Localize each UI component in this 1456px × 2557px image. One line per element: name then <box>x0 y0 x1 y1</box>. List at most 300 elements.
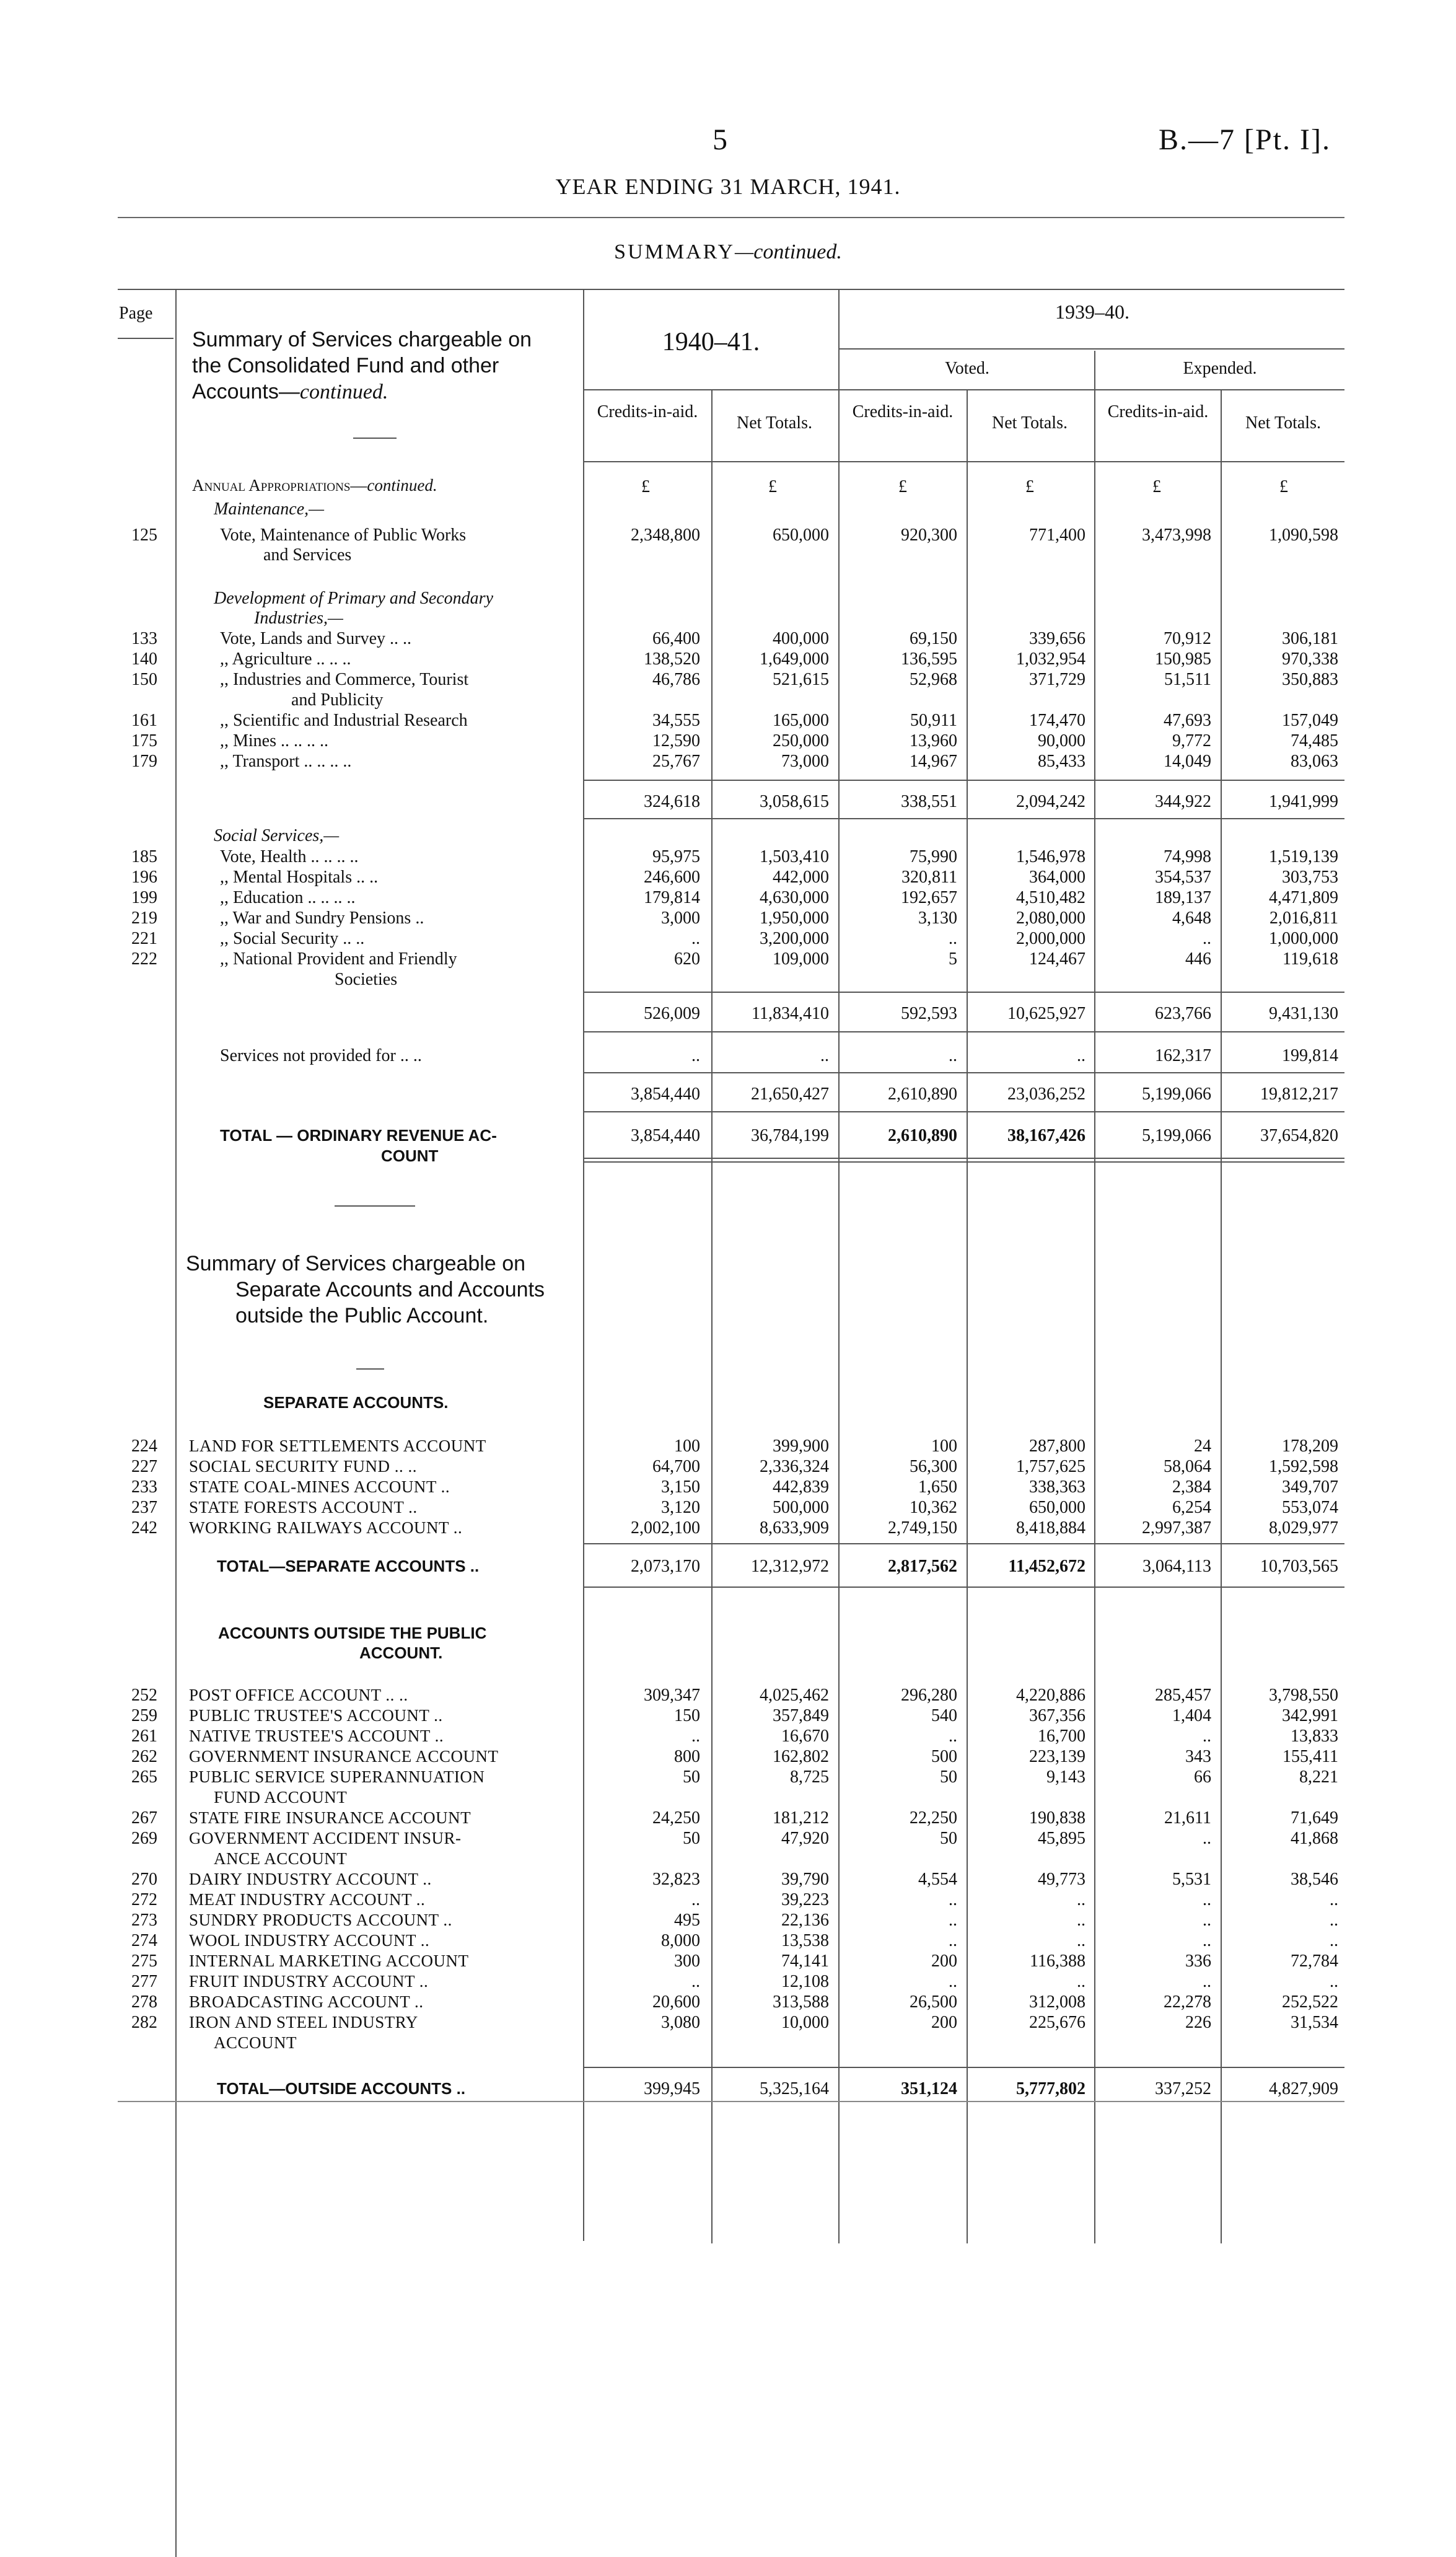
social-row-4-col4: 2,000,000 <box>1016 929 1085 948</box>
dev-subtotal-col5: 344,922 <box>1155 792 1211 811</box>
table-row-label-cont: ANCE ACCOUNT <box>214 1849 348 1868</box>
dev-row-3-col4: 174,470 <box>1029 711 1085 730</box>
table-row-label: ,, National Provident and Friendly <box>220 949 457 969</box>
table-row-page: 133 <box>131 629 157 648</box>
table-row-label: DAIRY INDUSTRY ACCOUNT .. <box>189 1870 432 1888</box>
col4-header: Net Totals. <box>992 413 1068 433</box>
outside-row-11-col6: 72,784 <box>1291 1952 1338 1971</box>
social-row-4-col5: .. <box>1203 929 1211 948</box>
outside-row-1-col6: 342,991 <box>1282 1706 1338 1725</box>
social-row-3-col2: 1,950,000 <box>760 909 829 928</box>
development-heading-line2: Industries,— <box>254 609 343 628</box>
social-row-5-col5: 446 <box>1185 949 1211 969</box>
social-row-1-col2: 442,000 <box>773 868 829 887</box>
outside-row-4-col3: 50 <box>940 1767 957 1787</box>
dev-row-1-col1: 138,520 <box>644 649 700 669</box>
separate-total-col6: 10,703,565 <box>1260 1557 1338 1576</box>
total-ordinary-col1: 3,854,440 <box>631 1126 700 1145</box>
separate-row-3-col4: 650,000 <box>1029 1498 1085 1517</box>
dev-row-1-col2: 1,649,000 <box>760 649 829 669</box>
table-row-label: PUBLIC TRUSTEE'S ACCOUNT .. <box>189 1706 443 1725</box>
year-current-label: 1940–41. <box>662 328 760 356</box>
outside-row-0-col3: 296,280 <box>901 1686 957 1705</box>
table-row-page: 278 <box>131 1992 157 2012</box>
annual-heading <box>192 476 437 495</box>
dev-row-2-col2: 521,615 <box>773 670 829 689</box>
grand-subtotal-rule <box>583 1111 1344 1112</box>
pound-sign-6: £ <box>1279 477 1288 496</box>
services-not-provided-label: Services not provided for .. .. <box>220 1046 422 1065</box>
outside-row-13-col4: 312,008 <box>1029 1992 1085 2012</box>
col1-header: Credits-in-aid. <box>597 402 698 421</box>
not-provided-row-col1: .. <box>691 1046 700 1065</box>
page-number: 5 <box>713 123 727 156</box>
dev-row-0-col1: 66,400 <box>652 629 700 648</box>
page-column-label: Page <box>119 304 153 323</box>
outside-row-1-col5: 1,404 <box>1172 1706 1211 1725</box>
table-row-label: GOVERNMENT INSURANCE ACCOUNT <box>189 1747 499 1766</box>
social-row-1-col4: 364,000 <box>1029 868 1085 887</box>
social-row-2-col2: 4,630,000 <box>760 888 829 907</box>
outside-row-10-col6: .. <box>1330 1931 1338 1950</box>
dev-row-0-col3: 69,150 <box>910 629 957 648</box>
pound-sign-3: £ <box>898 477 907 496</box>
total-ordinary-col5: 5,199,066 <box>1142 1126 1211 1145</box>
table-top-rule <box>118 289 1344 290</box>
table-row-label: Vote, Health .. .. .. .. <box>220 847 359 866</box>
separate-row-1-col2: 2,336,324 <box>760 1457 829 1476</box>
outside-row-4-col1: 50 <box>683 1767 700 1787</box>
table-row-page: 221 <box>131 929 157 948</box>
desc-title-line3 <box>192 379 388 405</box>
separate-title-line3: outside the Public Account. <box>235 1304 489 1327</box>
outside-row-3-col2: 162,802 <box>773 1747 829 1766</box>
outside-row-10-col1: 8,000 <box>661 1931 700 1950</box>
outside-row-14-col3: 200 <box>931 2013 957 2032</box>
separate-row-4-col4: 8,418,884 <box>1016 1518 1085 1538</box>
table-row-label: ,, Mental Hospitals .. .. <box>220 868 379 887</box>
dev-subtotal-rule-bottom <box>583 818 1344 819</box>
table-row-page: 140 <box>131 649 157 669</box>
social-row-1-col1: 246,600 <box>644 868 700 887</box>
separate-row-1-col5: 58,064 <box>1164 1457 1211 1476</box>
maintenance-row-col1: 2,348,800 <box>631 526 700 545</box>
table-row-page: 242 <box>131 1518 157 1538</box>
header-bottom-rule <box>583 461 1344 462</box>
table-row-label-cont: ACCOUNT <box>214 2033 297 2052</box>
separate-total-col1: 2,073,170 <box>631 1557 700 1576</box>
separate-row-3-col3: 10,362 <box>910 1498 957 1517</box>
table-row-page: 261 <box>131 1727 157 1746</box>
separate-row-3-col6: 553,074 <box>1282 1498 1338 1517</box>
table-row-label: SOCIAL SECURITY FUND .. .. <box>189 1457 418 1476</box>
social-row-2-col4: 4,510,482 <box>1016 888 1085 907</box>
separate-row-2-col5: 2,384 <box>1172 1477 1211 1497</box>
dev-subtotal-col4: 2,094,242 <box>1016 792 1085 811</box>
outside-row-3-col4: 223,139 <box>1029 1747 1085 1766</box>
table-row-label: ,, Industries and Commerce, Tourist <box>220 670 469 689</box>
social-row-5-col2: 109,000 <box>773 949 829 969</box>
social-row-0-col1: 95,975 <box>652 847 700 866</box>
social-row-1-col6: 303,753 <box>1282 868 1338 887</box>
table-row-label: LAND FOR SETTLEMENTS ACCOUNT <box>189 1437 486 1455</box>
table-row-label: GOVERNMENT ACCIDENT INSUR- <box>189 1829 462 1847</box>
outside-row-8-col2: 39,223 <box>781 1890 829 1909</box>
maintenance-row-col3: 920,300 <box>901 526 957 545</box>
dev-row-2-col4: 371,729 <box>1029 670 1085 689</box>
outside-row-8-col5: .. <box>1203 1890 1211 1909</box>
dev-row-4-col2: 250,000 <box>773 731 829 750</box>
separate-row-0-col2: 399,900 <box>773 1437 829 1456</box>
separate-row-1-col6: 1,592,598 <box>1269 1457 1338 1476</box>
outside-row-13-col6: 252,522 <box>1282 1992 1338 2012</box>
outside-row-9-col4: .. <box>1077 1911 1085 1930</box>
outside-total-rule-top <box>583 2067 1344 2068</box>
dev-row-4-col4: 90,000 <box>1038 731 1085 750</box>
annual-heading-main: Annual Appropriations— <box>192 476 367 495</box>
desc-small-rule <box>353 438 397 439</box>
outside-heading-line2: ACCOUNT. <box>359 1644 443 1662</box>
separate-total-col2: 12,312,972 <box>751 1557 829 1576</box>
separate-row-3-col1: 3,120 <box>661 1498 700 1517</box>
separate-row-4-col2: 8,633,909 <box>760 1518 829 1538</box>
social-row-3-col5: 4,648 <box>1172 909 1211 928</box>
dev-row-4-col5: 9,772 <box>1172 731 1211 750</box>
social-row-3-col6: 2,016,811 <box>1270 909 1338 928</box>
social-row-4-col3: .. <box>949 929 957 948</box>
table-row-page: 273 <box>131 1911 157 1930</box>
dev-row-5-col1: 25,767 <box>652 752 700 771</box>
table-row-page: 272 <box>131 1890 157 1909</box>
outside-row-5-col3: 22,250 <box>910 1808 957 1828</box>
table-row-page: 179 <box>131 752 157 771</box>
table-row-page: 269 <box>131 1829 157 1848</box>
outside-row-6-col2: 47,920 <box>781 1829 829 1848</box>
dev-row-5-col5: 14,049 <box>1164 752 1211 771</box>
table-row-page: 227 <box>131 1457 157 1476</box>
table-row-label: ,, Social Security .. .. <box>220 929 365 948</box>
outside-row-14-col6: 31,534 <box>1291 2013 1338 2032</box>
table-row-label: WORKING RAILWAYS ACCOUNT .. <box>189 1518 463 1537</box>
table-row-page: 282 <box>131 2013 157 2032</box>
outside-row-4-col4: 9,143 <box>1046 1767 1085 1787</box>
separate-total-label: TOTAL—SEPARATE ACCOUNTS .. <box>217 1557 480 1575</box>
table-row-label: FRUIT INDUSTRY ACCOUNT .. <box>189 1972 429 1991</box>
outside-row-2-col4: 16,700 <box>1038 1727 1085 1746</box>
table-row-page: 252 <box>131 1686 157 1705</box>
maintenance-row-col5: 3,473,998 <box>1142 526 1211 545</box>
separate-row-0-col1: 100 <box>674 1437 700 1456</box>
social-row-4-col2: 3,200,000 <box>760 929 829 948</box>
social-row-2-col5: 189,137 <box>1155 888 1211 907</box>
separate-row-3-col5: 6,254 <box>1172 1498 1211 1517</box>
outside-row-2-col2: 16,670 <box>781 1727 829 1746</box>
social-subtotal-rule-top <box>583 992 1344 993</box>
dev-row-5-col2: 73,000 <box>781 752 829 771</box>
separate-total-col5: 3,064,113 <box>1142 1557 1211 1576</box>
separate-row-4-col6: 8,029,977 <box>1269 1518 1338 1538</box>
outside-row-12-col4: .. <box>1077 1972 1085 1991</box>
social-subtotal-col1: 526,009 <box>644 1004 700 1023</box>
outside-row-9-col6: .. <box>1330 1911 1338 1930</box>
social-row-3-col1: 3,000 <box>661 909 700 928</box>
outside-row-2-col1: .. <box>691 1727 700 1746</box>
outside-row-12-col6: .. <box>1330 1972 1338 1991</box>
pound-sign-1: £ <box>641 477 650 496</box>
separate-row-0-col5: 24 <box>1194 1437 1211 1456</box>
separate-row-2-col6: 349,707 <box>1282 1477 1338 1497</box>
outside-row-13-col1: 20,600 <box>652 1992 700 2012</box>
desc-title-line2: the Consolidated Fund and other <box>192 354 499 377</box>
total-ordinary-rule-1 <box>583 1158 1344 1159</box>
dev-row-1-col3: 136,595 <box>901 649 957 669</box>
outside-total-col3: 351,124 <box>901 2079 957 2098</box>
dev-row-5-col4: 85,433 <box>1038 752 1085 771</box>
grand-subtotal-col4: 23,036,252 <box>1007 1085 1085 1104</box>
dev-row-1-col4: 1,032,954 <box>1016 649 1085 669</box>
outside-row-6-col5: .. <box>1203 1829 1211 1848</box>
outside-row-7-col2: 39,790 <box>781 1870 829 1889</box>
social-row-0-col3: 75,990 <box>910 847 957 866</box>
outside-row-11-col1: 300 <box>674 1952 700 1971</box>
social-subtotal-col4: 10,625,927 <box>1007 1004 1085 1023</box>
dev-row-5-col3: 14,967 <box>910 752 957 771</box>
outside-row-7-col5: 5,531 <box>1172 1870 1211 1889</box>
col6-header: Net Totals. <box>1245 413 1321 433</box>
grand-subtotal-col2: 21,650,427 <box>751 1085 829 1104</box>
outside-row-12-col2: 12,108 <box>781 1972 829 1991</box>
outside-row-5-col6: 71,649 <box>1291 1808 1338 1828</box>
separate-total-rule-bottom <box>583 1587 1344 1588</box>
separate-row-0-col4: 287,800 <box>1029 1437 1085 1456</box>
outside-row-3-col6: 155,411 <box>1283 1747 1338 1766</box>
table-row-page: 270 <box>131 1870 157 1889</box>
table-row-page: 274 <box>131 1931 157 1950</box>
previous-sub-rule <box>838 389 1344 390</box>
outside-row-3-col5: 343 <box>1185 1747 1211 1766</box>
outside-row-5-col1: 24,250 <box>652 1808 700 1828</box>
social-subtotal-col6: 9,431,130 <box>1269 1004 1338 1023</box>
total-ordinary-col3: 2,610,890 <box>888 1126 957 1145</box>
table-row-label: WOOL INDUSTRY ACCOUNT .. <box>189 1931 430 1950</box>
outside-row-14-col4: 225,676 <box>1029 2013 1085 2032</box>
table-row-label-cont: and Publicity <box>291 690 384 710</box>
outside-row-14-col1: 3,080 <box>661 2013 700 2032</box>
outside-row-1-col1: 150 <box>674 1706 700 1725</box>
voted-label: Voted. <box>945 359 989 378</box>
separate-total-rule-top <box>583 1543 1344 1544</box>
outside-row-4-col2: 8,725 <box>790 1767 829 1787</box>
table-row-page: 262 <box>131 1747 157 1766</box>
table-row-page: 224 <box>131 1437 157 1456</box>
dev-row-2-col3: 52,968 <box>910 670 957 689</box>
outside-row-2-col6: 13,833 <box>1291 1727 1338 1746</box>
social-row-4-col6: 1,000,000 <box>1269 929 1338 948</box>
dev-row-4-col1: 12,590 <box>652 731 700 750</box>
outside-row-6-col3: 50 <box>940 1829 957 1848</box>
separate-row-4-col3: 2,749,150 <box>888 1518 957 1538</box>
current-sub-rule <box>583 389 838 390</box>
table-row-label: ,, Agriculture .. .. .. <box>220 649 351 669</box>
table-row-page: 219 <box>131 909 157 928</box>
total-ordinary-col6: 37,654,820 <box>1260 1126 1338 1145</box>
dev-row-1-col6: 970,338 <box>1282 649 1338 669</box>
not-provided-row-col6: 199,814 <box>1282 1046 1338 1065</box>
summary-title-main: SUMMARY <box>614 240 735 263</box>
table-row-label: ,, War and Sundry Pensions .. <box>220 909 424 928</box>
outside-row-10-col3: .. <box>949 1931 957 1950</box>
table-row-label: BROADCASTING ACCOUNT .. <box>189 1992 424 2011</box>
table-row-label: ,, Education .. .. .. .. <box>220 888 356 907</box>
outside-row-2-col3: .. <box>949 1727 957 1746</box>
table-row-label: ,, Scientific and Industrial Research <box>220 711 468 730</box>
outside-row-0-col4: 4,220,886 <box>1016 1686 1085 1705</box>
total-ordinary-col4: 38,167,426 <box>1007 1126 1085 1145</box>
table-row-page: 237 <box>131 1498 157 1517</box>
dev-row-0-col4: 339,656 <box>1029 629 1085 648</box>
separate-total-col4: 11,452,672 <box>1008 1557 1085 1576</box>
outside-row-4-col6: 8,221 <box>1299 1767 1338 1787</box>
dev-row-4-col6: 74,485 <box>1291 731 1338 750</box>
annual-heading-cont: continued. <box>367 476 437 495</box>
table-row-label: IRON AND STEEL INDUSTRY <box>189 2013 418 2031</box>
development-heading-line1: Development of Primary and Secondary <box>214 589 493 608</box>
outside-total-col6: 4,827,909 <box>1269 2079 1338 2098</box>
outside-row-11-col2: 74,141 <box>781 1952 829 1971</box>
outside-total-col5: 337,252 <box>1155 2079 1211 2098</box>
maintenance-row-col2: 650,000 <box>773 526 829 545</box>
outside-row-8-col1: .. <box>691 1890 700 1909</box>
social-heading: Social Services,— <box>214 826 340 845</box>
outside-row-8-col4: .. <box>1077 1890 1085 1909</box>
maintenance-heading: Maintenance,— <box>214 500 325 519</box>
outside-row-5-col2: 181,212 <box>773 1808 829 1828</box>
dev-subtotal-col2: 3,058,615 <box>760 792 829 811</box>
social-subtotal-rule-bottom <box>583 1031 1344 1032</box>
outside-heading-line1: ACCOUNTS OUTSIDE THE PUBLIC <box>218 1624 487 1642</box>
dev-row-0-col5: 70,912 <box>1164 629 1211 648</box>
header-rule <box>118 217 1344 218</box>
social-row-2-col6: 4,471,809 <box>1269 888 1338 907</box>
separate-row-1-col3: 56,300 <box>910 1457 957 1476</box>
social-row-2-col3: 192,657 <box>901 888 957 907</box>
outside-row-2-col5: .. <box>1203 1727 1211 1746</box>
outside-row-9-col5: .. <box>1203 1911 1211 1930</box>
table-row-page: 233 <box>131 1477 157 1497</box>
table-bottom-rule <box>118 2101 1344 2102</box>
maintenance-row-col6: 1,090,598 <box>1269 526 1338 545</box>
outside-row-1-col2: 357,849 <box>773 1706 829 1725</box>
dev-row-3-col1: 34,555 <box>652 711 700 730</box>
social-row-2-col1: 179,814 <box>644 888 700 907</box>
section-divider-rule <box>335 1205 415 1207</box>
separate-row-2-col1: 3,150 <box>661 1477 700 1497</box>
table-row-label: Vote, Lands and Survey .. .. <box>220 629 411 648</box>
outside-total-col2: 5,325,164 <box>760 2079 829 2098</box>
dev-row-3-col5: 47,693 <box>1164 711 1211 730</box>
separate-row-1-col1: 64,700 <box>652 1457 700 1476</box>
table-row-label-cont: Societies <box>335 970 398 989</box>
pound-sign-2: £ <box>768 477 777 496</box>
social-row-0-col2: 1,503,410 <box>760 847 829 866</box>
outside-row-3-col3: 500 <box>931 1747 957 1766</box>
dev-row-2-col1: 46,786 <box>652 670 700 689</box>
dev-subtotal-rule-top <box>583 780 1344 781</box>
dev-row-4-col3: 13,960 <box>910 731 957 750</box>
separate-row-1-col4: 1,757,625 <box>1016 1457 1085 1476</box>
expended-label: Expended. <box>1183 359 1257 378</box>
outside-row-7-col3: 4,554 <box>918 1870 957 1889</box>
not-provided-row-col5: 162,317 <box>1155 1046 1211 1065</box>
separate-row-0-col6: 178,209 <box>1282 1437 1338 1456</box>
summary-title <box>0 240 1456 264</box>
dev-subtotal-col3: 338,551 <box>901 792 957 811</box>
table-row-page: 222 <box>131 949 157 969</box>
outside-row-14-col2: 10,000 <box>781 2013 829 2032</box>
year-previous-rule <box>838 348 1344 350</box>
separate-heading: SEPARATE ACCOUNTS. <box>263 1393 449 1412</box>
outside-row-7-col1: 32,823 <box>652 1870 700 1889</box>
outside-row-6-col4: 45,895 <box>1038 1829 1085 1848</box>
social-row-3-col3: 3,130 <box>918 909 957 928</box>
outside-total-col4: 5,777,802 <box>1016 2079 1085 2098</box>
outside-row-7-col6: 38,546 <box>1291 1870 1338 1889</box>
col2-header: Net Totals. <box>737 413 812 433</box>
dev-row-2-col6: 350,883 <box>1282 670 1338 689</box>
outside-row-9-col2: 22,136 <box>781 1911 829 1930</box>
grand-subtotal-col3: 2,610,890 <box>888 1085 957 1104</box>
not-provided-row-col3: .. <box>949 1046 957 1065</box>
separate-row-2-col3: 1,650 <box>918 1477 957 1497</box>
table-row-label-cont: FUND ACCOUNT <box>214 1788 348 1807</box>
outside-row-0-col6: 3,798,550 <box>1269 1686 1338 1705</box>
separate-row-2-col4: 338,363 <box>1029 1477 1085 1497</box>
desc-title-line3-cont: continued. <box>299 381 388 403</box>
table-row-label: SUNDRY PRODUCTS ACCOUNT .. <box>189 1911 452 1929</box>
table-row-label: PUBLIC SERVICE SUPERANNUATION <box>189 1767 485 1786</box>
outside-row-13-col3: 26,500 <box>910 1992 957 2012</box>
social-row-1-col5: 354,537 <box>1155 868 1211 887</box>
table-row-label: STATE FIRE INSURANCE ACCOUNT <box>189 1808 471 1827</box>
table-row-page: 150 <box>131 670 157 689</box>
table-row-page: 265 <box>131 1767 157 1787</box>
social-subtotal-col5: 623,766 <box>1155 1004 1211 1023</box>
outside-total-label: TOTAL—OUTSIDE ACCOUNTS .. <box>217 2079 466 2098</box>
table-row-page: 175 <box>131 731 157 750</box>
separate-row-3-col2: 500,000 <box>773 1498 829 1517</box>
outside-row-0-col5: 285,457 <box>1155 1686 1211 1705</box>
outside-row-4-col5: 66 <box>1194 1767 1211 1787</box>
separate-row-2-col2: 442,839 <box>773 1477 829 1497</box>
separate-title-line2: Separate Accounts and Accounts <box>235 1278 545 1301</box>
document-reference: B.—7 [Pt. I]. <box>1159 123 1331 156</box>
table-row-label: INTERNAL MARKETING ACCOUNT <box>189 1952 469 1970</box>
table-row-page: 185 <box>131 847 157 866</box>
social-row-5-col6: 119,618 <box>1283 949 1338 969</box>
dev-row-3-col6: 157,049 <box>1282 711 1338 730</box>
dev-row-3-col3: 50,911 <box>910 711 957 730</box>
outside-row-7-col4: 49,773 <box>1038 1870 1085 1889</box>
social-row-5-col4: 124,467 <box>1029 949 1085 969</box>
dev-row-2-col5: 51,511 <box>1164 670 1211 689</box>
dev-subtotal-col6: 1,941,999 <box>1269 792 1338 811</box>
outside-row-3-col1: 800 <box>674 1747 700 1766</box>
year-previous-label: 1939–40. <box>1055 301 1129 323</box>
outside-row-12-col5: .. <box>1203 1972 1211 1991</box>
table-row-label: STATE FORESTS ACCOUNT .. <box>189 1498 418 1516</box>
outside-row-11-col4: 116,388 <box>1030 1952 1085 1971</box>
separate-title-line1: Summary of Services chargeable on <box>186 1252 526 1275</box>
